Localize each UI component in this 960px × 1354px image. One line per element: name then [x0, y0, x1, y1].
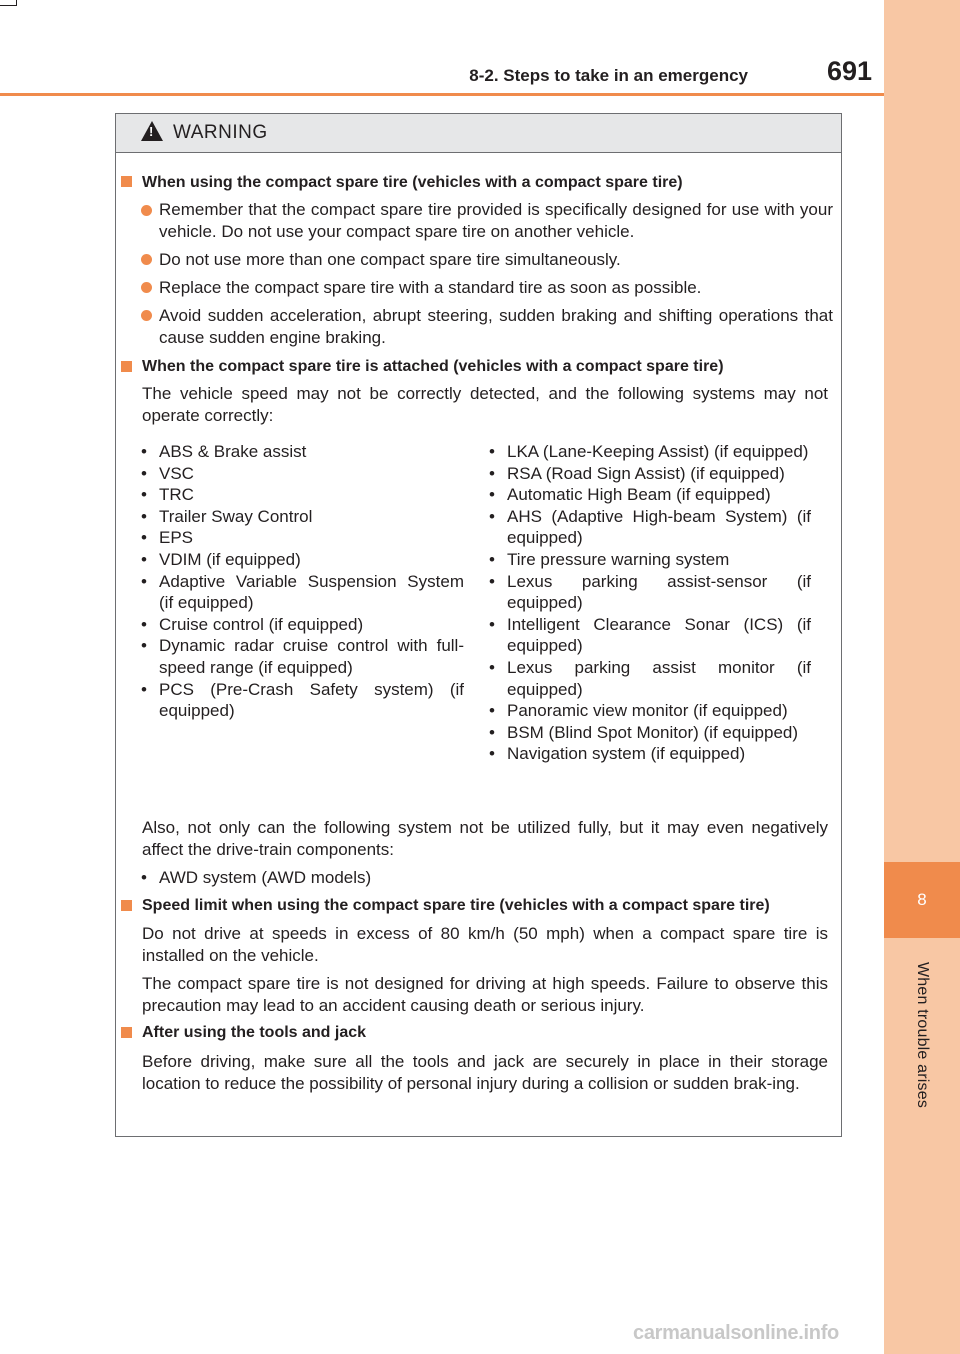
list-item: • Trailer Sway Control — [141, 506, 464, 528]
bullet-dot-icon — [141, 310, 152, 321]
page-number: 691 — [826, 56, 872, 86]
section-marker-icon — [121, 176, 132, 187]
section-heading: Speed limit when using the compact spare tire (vehicles with a compact spare tire) — [142, 897, 770, 914]
list-item: • Cruise control (if equipped) — [141, 614, 464, 636]
section-heading: When the compact spare tire is attached (vehicles with a compact spare tire) — [142, 358, 724, 375]
list-item: • Automatic High Beam (if equipped) — [489, 484, 811, 506]
list-item: • Panoramic view monitor (if equipped) — [489, 700, 811, 722]
list-item: • Adaptive Variable Suspension System (if equipped) — [141, 571, 464, 614]
bullet-dot-icon — [141, 205, 152, 216]
list-item: • VSC — [141, 463, 464, 485]
list-item: • VDIM (if equipped) — [141, 549, 464, 571]
chapter-side-tab — [884, 0, 960, 1354]
warning-header — [116, 114, 841, 153]
section-heading: When using the compact spare tire (vehicles with a compact spare tire) — [142, 174, 683, 191]
warning-title: WARNING — [173, 122, 268, 143]
list-item: • TRC — [141, 484, 464, 506]
list-item: • Lexus parking assist-sensor (if equipped) — [489, 571, 811, 614]
list-item: • Dynamic radar cruise control with full-speed range (if equipped) — [141, 635, 464, 678]
list-item: • ABS & Brake assist — [141, 441, 464, 463]
bullet-dot-icon — [141, 282, 152, 293]
section-paragraph: Do not drive at speeds in excess of 80 km/h (50 mph) when a compact spare tire is installed on the vehicle. — [142, 924, 828, 965]
watermark: carmanualsonline.info — [633, 1322, 839, 1344]
list-item: • AWD system (AWD models) — [141, 867, 541, 889]
list-item: • Intelligent Clearance Sonar (ICS) (if equipped) — [489, 614, 811, 657]
list-item: • EPS — [141, 527, 464, 549]
section-intro: The vehicle speed may not be correctly detected, and the following systems may not operate correctly: — [142, 384, 828, 425]
section-also-text: Also, not only can the following system not be utilized fully, but it may even negatively affect the drive-train components: — [142, 818, 828, 859]
section-heading: After using the tools and jack — [142, 1024, 367, 1041]
list-item: • Navigation system (if equipped) — [489, 743, 811, 765]
list-item: • RSA (Road Sign Assist) (if equipped) — [489, 463, 811, 485]
header-rule — [0, 93, 884, 96]
list-item: • PCS (Pre-Crash Safety system) (if equipped) — [141, 679, 464, 722]
bullet-text: Avoid sudden acceleration, abrupt steering, sudden braking and shifting operations that cause sudden engine braking. — [159, 306, 833, 347]
bullet-text: Replace the compact spare tire with a standard tire as soon as possible. — [159, 278, 702, 297]
bullet-text: Do not use more than one compact spare tire simultaneously. — [159, 250, 621, 269]
bullet-dot-icon — [141, 254, 152, 265]
list-item: • Lexus parking assist monitor (if equipped) — [489, 657, 811, 700]
list-item: • AHS (Adaptive High-beam System) (if equipped) — [489, 506, 811, 549]
list-item: • BSM (Blind Spot Monitor) (if equipped) — [489, 722, 811, 744]
section-paragraph: Before driving, make sure all the tools and jack are securely in place in their storage location to reduce the possibility of personal injury during a collision or sudden brak-ing. — [142, 1052, 828, 1093]
section-marker-icon — [121, 1027, 132, 1038]
section-marker-icon — [121, 361, 132, 372]
warning-triangle-icon — [141, 121, 163, 141]
section-title: 8-2. Steps to take in an emergency — [469, 66, 748, 85]
affected-systems-left-list — [141, 441, 464, 722]
list-item: • LKA (Lane-Keeping Assist) (if equipped) — [489, 441, 811, 463]
chapter-number: 8 — [884, 862, 960, 938]
section-paragraph: The compact spare tire is not designed for driving at high speeds. Failure to observe this precaution may lead to an accident causing death or serious injury. — [142, 974, 828, 1015]
bullet-text: Remember that the compact spare tire provided is specifically designed for use with your vehicle. Do not use your compact spare tire on another vehicle. — [159, 200, 833, 241]
crop-mark-top-left-h — [0, 5, 17, 6]
chapter-title: When trouble arises — [914, 961, 931, 1109]
section-marker-icon — [121, 900, 132, 911]
affected-systems-right-list — [489, 441, 811, 765]
awd-list — [141, 867, 541, 889]
list-item: • Tire pressure warning system — [489, 549, 811, 571]
